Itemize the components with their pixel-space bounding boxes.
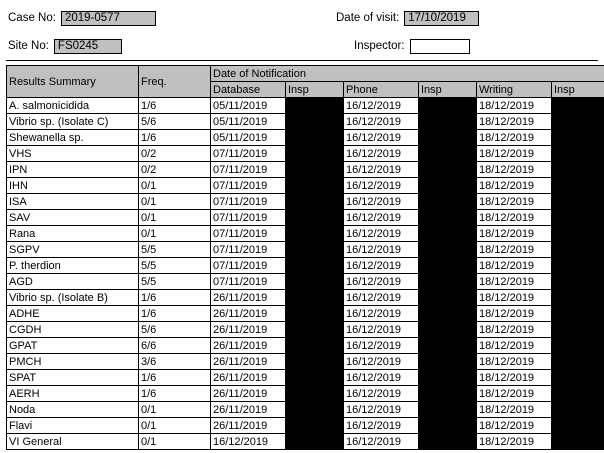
cell-insp-database-redacted — [286, 402, 344, 418]
cell-phone-date: 16/12/2019 — [344, 306, 419, 322]
cell-database-date: 05/11/2019 — [211, 114, 286, 130]
table-row — [7, 354, 604, 370]
cell-freq: 5/5 — [139, 274, 211, 290]
cell-freq: 1/6 — [139, 370, 211, 386]
cell-phone-date: 16/12/2019 — [344, 226, 419, 242]
cell-insp-writing-redacted — [552, 418, 604, 434]
cell-insp-phone-redacted — [419, 130, 477, 146]
table-body — [7, 98, 604, 450]
cell-freq: 5/6 — [139, 322, 211, 338]
cell-insp-phone-redacted — [419, 370, 477, 386]
cell-phone-date: 16/12/2019 — [344, 242, 419, 258]
cell-result-name: A. salmonicidida — [7, 98, 139, 114]
cell-insp-database-redacted — [286, 194, 344, 210]
cell-insp-database-redacted — [286, 162, 344, 178]
table-row — [7, 130, 604, 146]
cell-phone-date: 16/12/2019 — [344, 194, 419, 210]
cell-freq: 1/6 — [139, 386, 211, 402]
cell-database-date: 26/11/2019 — [211, 306, 286, 322]
cell-phone-date: 16/12/2019 — [344, 434, 419, 450]
results-summary-table — [6, 65, 604, 450]
cell-phone-date: 16/12/2019 — [344, 386, 419, 402]
cell-result-name: SGPV — [7, 242, 139, 258]
inspector-field[interactable] — [410, 39, 470, 54]
cell-database-date: 26/11/2019 — [211, 290, 286, 306]
cell-freq: 5/6 — [139, 114, 211, 130]
table-row — [7, 210, 604, 226]
cell-insp-writing-redacted — [552, 354, 604, 370]
cell-insp-database-redacted — [286, 114, 344, 130]
cell-insp-writing-redacted — [552, 178, 604, 194]
table-row — [7, 178, 604, 194]
cell-phone-date: 16/12/2019 — [344, 274, 419, 290]
column-header-writing: Writing — [477, 82, 552, 98]
column-header-freq: Freq. — [139, 66, 211, 98]
column-header-insp-phone: Insp — [419, 82, 477, 98]
cell-insp-phone-redacted — [419, 274, 477, 290]
table-row — [7, 274, 604, 290]
cell-freq: 0/2 — [139, 162, 211, 178]
inspector-label: Inspector: — [354, 40, 405, 52]
table-row — [7, 338, 604, 354]
cell-insp-writing-redacted — [552, 306, 604, 322]
cell-phone-date: 16/12/2019 — [344, 98, 419, 114]
cell-result-name: Vibrio sp. (Isolate B) — [7, 290, 139, 306]
cell-writing-date: 18/12/2019 — [477, 338, 552, 354]
cell-phone-date: 16/12/2019 — [344, 146, 419, 162]
cell-writing-date: 18/12/2019 — [477, 162, 552, 178]
table-header-row-1 — [7, 66, 604, 82]
cell-phone-date: 16/12/2019 — [344, 402, 419, 418]
cell-phone-date: 16/12/2019 — [344, 178, 419, 194]
cell-result-name: SPAT — [7, 370, 139, 386]
cell-insp-database-redacted — [286, 274, 344, 290]
cell-insp-writing-redacted — [552, 434, 604, 450]
cell-insp-database-redacted — [286, 338, 344, 354]
cell-result-name: Shewanella sp. — [7, 130, 139, 146]
site-no-row — [8, 38, 122, 54]
inspector-row — [354, 38, 470, 54]
cell-freq: 5/5 — [139, 258, 211, 274]
cell-insp-writing-redacted — [552, 338, 604, 354]
cell-writing-date: 18/12/2019 — [477, 242, 552, 258]
cell-database-date: 05/11/2019 — [211, 130, 286, 146]
cell-phone-date: 16/12/2019 — [344, 114, 419, 130]
cell-insp-writing-redacted — [552, 322, 604, 338]
cell-freq: 0/1 — [139, 194, 211, 210]
cell-freq: 0/1 — [139, 178, 211, 194]
cell-database-date: 16/12/2019 — [211, 434, 286, 450]
site-no-label: Site No: — [8, 40, 49, 52]
cell-insp-database-redacted — [286, 178, 344, 194]
cell-insp-writing-redacted — [552, 370, 604, 386]
cell-insp-database-redacted — [286, 258, 344, 274]
cell-freq: 1/6 — [139, 98, 211, 114]
cell-phone-date: 16/12/2019 — [344, 354, 419, 370]
cell-freq: 0/1 — [139, 210, 211, 226]
table-row — [7, 194, 604, 210]
cell-insp-writing-redacted — [552, 114, 604, 130]
cell-writing-date: 18/12/2019 — [477, 98, 552, 114]
cell-result-name: CGDH — [7, 322, 139, 338]
cell-insp-phone-redacted — [419, 146, 477, 162]
cell-insp-database-redacted — [286, 210, 344, 226]
cell-result-name: GPAT — [7, 338, 139, 354]
cell-writing-date: 18/12/2019 — [477, 402, 552, 418]
cell-result-name: Vibrio sp. (Isolate C) — [7, 114, 139, 130]
cell-insp-database-redacted — [286, 418, 344, 434]
cell-writing-date: 18/12/2019 — [477, 178, 552, 194]
cell-insp-phone-redacted — [419, 306, 477, 322]
cell-freq: 5/5 — [139, 242, 211, 258]
case-no-row — [8, 10, 156, 26]
cell-phone-date: 16/12/2019 — [344, 130, 419, 146]
cell-result-name: SAV — [7, 210, 139, 226]
cell-writing-date: 18/12/2019 — [477, 306, 552, 322]
cell-insp-database-redacted — [286, 146, 344, 162]
cell-insp-phone-redacted — [419, 258, 477, 274]
cell-result-name: P. therdion — [7, 258, 139, 274]
cell-freq: 1/6 — [139, 290, 211, 306]
cell-writing-date: 18/12/2019 — [477, 322, 552, 338]
cell-writing-date: 18/12/2019 — [477, 114, 552, 130]
cell-writing-date: 18/12/2019 — [477, 146, 552, 162]
cell-database-date: 26/11/2019 — [211, 338, 286, 354]
cell-insp-writing-redacted — [552, 162, 604, 178]
cell-insp-phone-redacted — [419, 434, 477, 450]
case-no-field[interactable]: 2019-0577 — [61, 11, 156, 26]
site-no-field[interactable]: FS0245 — [54, 39, 122, 54]
cell-result-name: VHS — [7, 146, 139, 162]
cell-phone-date: 16/12/2019 — [344, 258, 419, 274]
cell-database-date: 26/11/2019 — [211, 386, 286, 402]
date-of-visit-row — [336, 10, 479, 26]
cell-insp-database-redacted — [286, 386, 344, 402]
cell-database-date: 07/11/2019 — [211, 258, 286, 274]
cell-insp-database-redacted — [286, 290, 344, 306]
cell-insp-phone-redacted — [419, 418, 477, 434]
table-row — [7, 226, 604, 242]
cell-writing-date: 18/12/2019 — [477, 130, 552, 146]
cell-database-date: 07/11/2019 — [211, 226, 286, 242]
cell-writing-date: 18/12/2019 — [477, 418, 552, 434]
cell-database-date: 07/11/2019 — [211, 242, 286, 258]
cell-phone-date: 16/12/2019 — [344, 210, 419, 226]
cell-insp-writing-redacted — [552, 130, 604, 146]
cell-insp-phone-redacted — [419, 210, 477, 226]
cell-insp-database-redacted — [286, 434, 344, 450]
cell-writing-date: 18/12/2019 — [477, 226, 552, 242]
table-row — [7, 418, 604, 434]
cell-database-date: 05/11/2019 — [211, 98, 286, 114]
table-header — [7, 66, 604, 98]
cell-insp-database-redacted — [286, 354, 344, 370]
cell-result-name: IHN — [7, 178, 139, 194]
cell-result-name: Flavi — [7, 418, 139, 434]
table-row — [7, 386, 604, 402]
date-of-visit-field[interactable]: 17/10/2019 — [404, 11, 479, 26]
cell-database-date: 26/11/2019 — [211, 354, 286, 370]
cell-phone-date: 16/12/2019 — [344, 322, 419, 338]
column-header-phone: Phone — [344, 82, 419, 98]
cell-freq: 3/6 — [139, 354, 211, 370]
cell-insp-phone-redacted — [419, 226, 477, 242]
cell-insp-writing-redacted — [552, 146, 604, 162]
report-header — [6, 6, 598, 61]
cell-writing-date: 18/12/2019 — [477, 434, 552, 450]
cell-insp-phone-redacted — [419, 386, 477, 402]
cell-database-date: 26/11/2019 — [211, 322, 286, 338]
table-row — [7, 434, 604, 450]
cell-database-date: 07/11/2019 — [211, 178, 286, 194]
cell-freq: 6/6 — [139, 338, 211, 354]
table-row — [7, 322, 604, 338]
cell-insp-database-redacted — [286, 242, 344, 258]
cell-result-name: ADHE — [7, 306, 139, 322]
cell-insp-database-redacted — [286, 130, 344, 146]
cell-insp-phone-redacted — [419, 194, 477, 210]
cell-insp-phone-redacted — [419, 338, 477, 354]
cell-result-name: Rana — [7, 226, 139, 242]
table-row — [7, 146, 604, 162]
cell-writing-date: 18/12/2019 — [477, 274, 552, 290]
cell-insp-phone-redacted — [419, 114, 477, 130]
cell-insp-writing-redacted — [552, 258, 604, 274]
cell-insp-writing-redacted — [552, 210, 604, 226]
cell-writing-date: 18/12/2019 — [477, 194, 552, 210]
table-row — [7, 98, 604, 114]
table-row — [7, 258, 604, 274]
cell-result-name: IPN — [7, 162, 139, 178]
cell-insp-phone-redacted — [419, 98, 477, 114]
cell-freq: 1/6 — [139, 306, 211, 322]
cell-insp-phone-redacted — [419, 354, 477, 370]
cell-insp-writing-redacted — [552, 194, 604, 210]
cell-freq: 0/1 — [139, 418, 211, 434]
cell-insp-phone-redacted — [419, 242, 477, 258]
cell-freq: 0/2 — [139, 146, 211, 162]
cell-phone-date: 16/12/2019 — [344, 162, 419, 178]
cell-insp-phone-redacted — [419, 322, 477, 338]
cell-insp-database-redacted — [286, 98, 344, 114]
cell-result-name: ISA — [7, 194, 139, 210]
cell-insp-phone-redacted — [419, 178, 477, 194]
cell-writing-date: 18/12/2019 — [477, 290, 552, 306]
cell-insp-writing-redacted — [552, 386, 604, 402]
cell-freq: 0/1 — [139, 226, 211, 242]
cell-database-date: 26/11/2019 — [211, 402, 286, 418]
cell-insp-writing-redacted — [552, 226, 604, 242]
column-header-insp-writing: Insp — [552, 82, 604, 98]
cell-phone-date: 16/12/2019 — [344, 418, 419, 434]
cell-result-name: AGD — [7, 274, 139, 290]
cell-writing-date: 18/12/2019 — [477, 210, 552, 226]
cell-freq: 0/1 — [139, 434, 211, 450]
cell-insp-phone-redacted — [419, 402, 477, 418]
cell-freq: 1/6 — [139, 130, 211, 146]
cell-database-date: 07/11/2019 — [211, 274, 286, 290]
cell-insp-writing-redacted — [552, 98, 604, 114]
cell-writing-date: 18/12/2019 — [477, 354, 552, 370]
cell-result-name: PMCH — [7, 354, 139, 370]
cell-insp-database-redacted — [286, 226, 344, 242]
cell-result-name: VI General — [7, 434, 139, 450]
cell-result-name: Noda — [7, 402, 139, 418]
table-row — [7, 162, 604, 178]
cell-insp-database-redacted — [286, 370, 344, 386]
cell-database-date: 07/11/2019 — [211, 194, 286, 210]
column-header-results-summary: Results Summary — [7, 66, 139, 98]
cell-database-date: 26/11/2019 — [211, 418, 286, 434]
case-no-label: Case No: — [8, 12, 56, 24]
cell-writing-date: 18/12/2019 — [477, 258, 552, 274]
column-header-insp-database: Insp — [286, 82, 344, 98]
cell-insp-writing-redacted — [552, 274, 604, 290]
cell-insp-writing-redacted — [552, 290, 604, 306]
cell-insp-database-redacted — [286, 322, 344, 338]
cell-phone-date: 16/12/2019 — [344, 338, 419, 354]
cell-database-date: 26/11/2019 — [211, 370, 286, 386]
column-header-database: Database — [211, 82, 286, 98]
cell-insp-phone-redacted — [419, 162, 477, 178]
cell-freq: 0/1 — [139, 402, 211, 418]
date-of-visit-label: Date of visit: — [336, 12, 400, 24]
cell-phone-date: 16/12/2019 — [344, 290, 419, 306]
table-row — [7, 290, 604, 306]
cell-insp-phone-redacted — [419, 290, 477, 306]
cell-database-date: 07/11/2019 — [211, 210, 286, 226]
cell-result-name: AERH — [7, 386, 139, 402]
table-row — [7, 242, 604, 258]
cell-insp-writing-redacted — [552, 242, 604, 258]
cell-writing-date: 18/12/2019 — [477, 386, 552, 402]
cell-writing-date: 18/12/2019 — [477, 370, 552, 386]
cell-database-date: 07/11/2019 — [211, 146, 286, 162]
column-header-date-of-notification: Date of Notification — [211, 66, 604, 82]
table-row — [7, 114, 604, 130]
table-row — [7, 306, 604, 322]
table-row — [7, 402, 604, 418]
cell-phone-date: 16/12/2019 — [344, 370, 419, 386]
table-row — [7, 370, 604, 386]
cell-insp-database-redacted — [286, 306, 344, 322]
cell-insp-writing-redacted — [552, 402, 604, 418]
cell-database-date: 07/11/2019 — [211, 162, 286, 178]
